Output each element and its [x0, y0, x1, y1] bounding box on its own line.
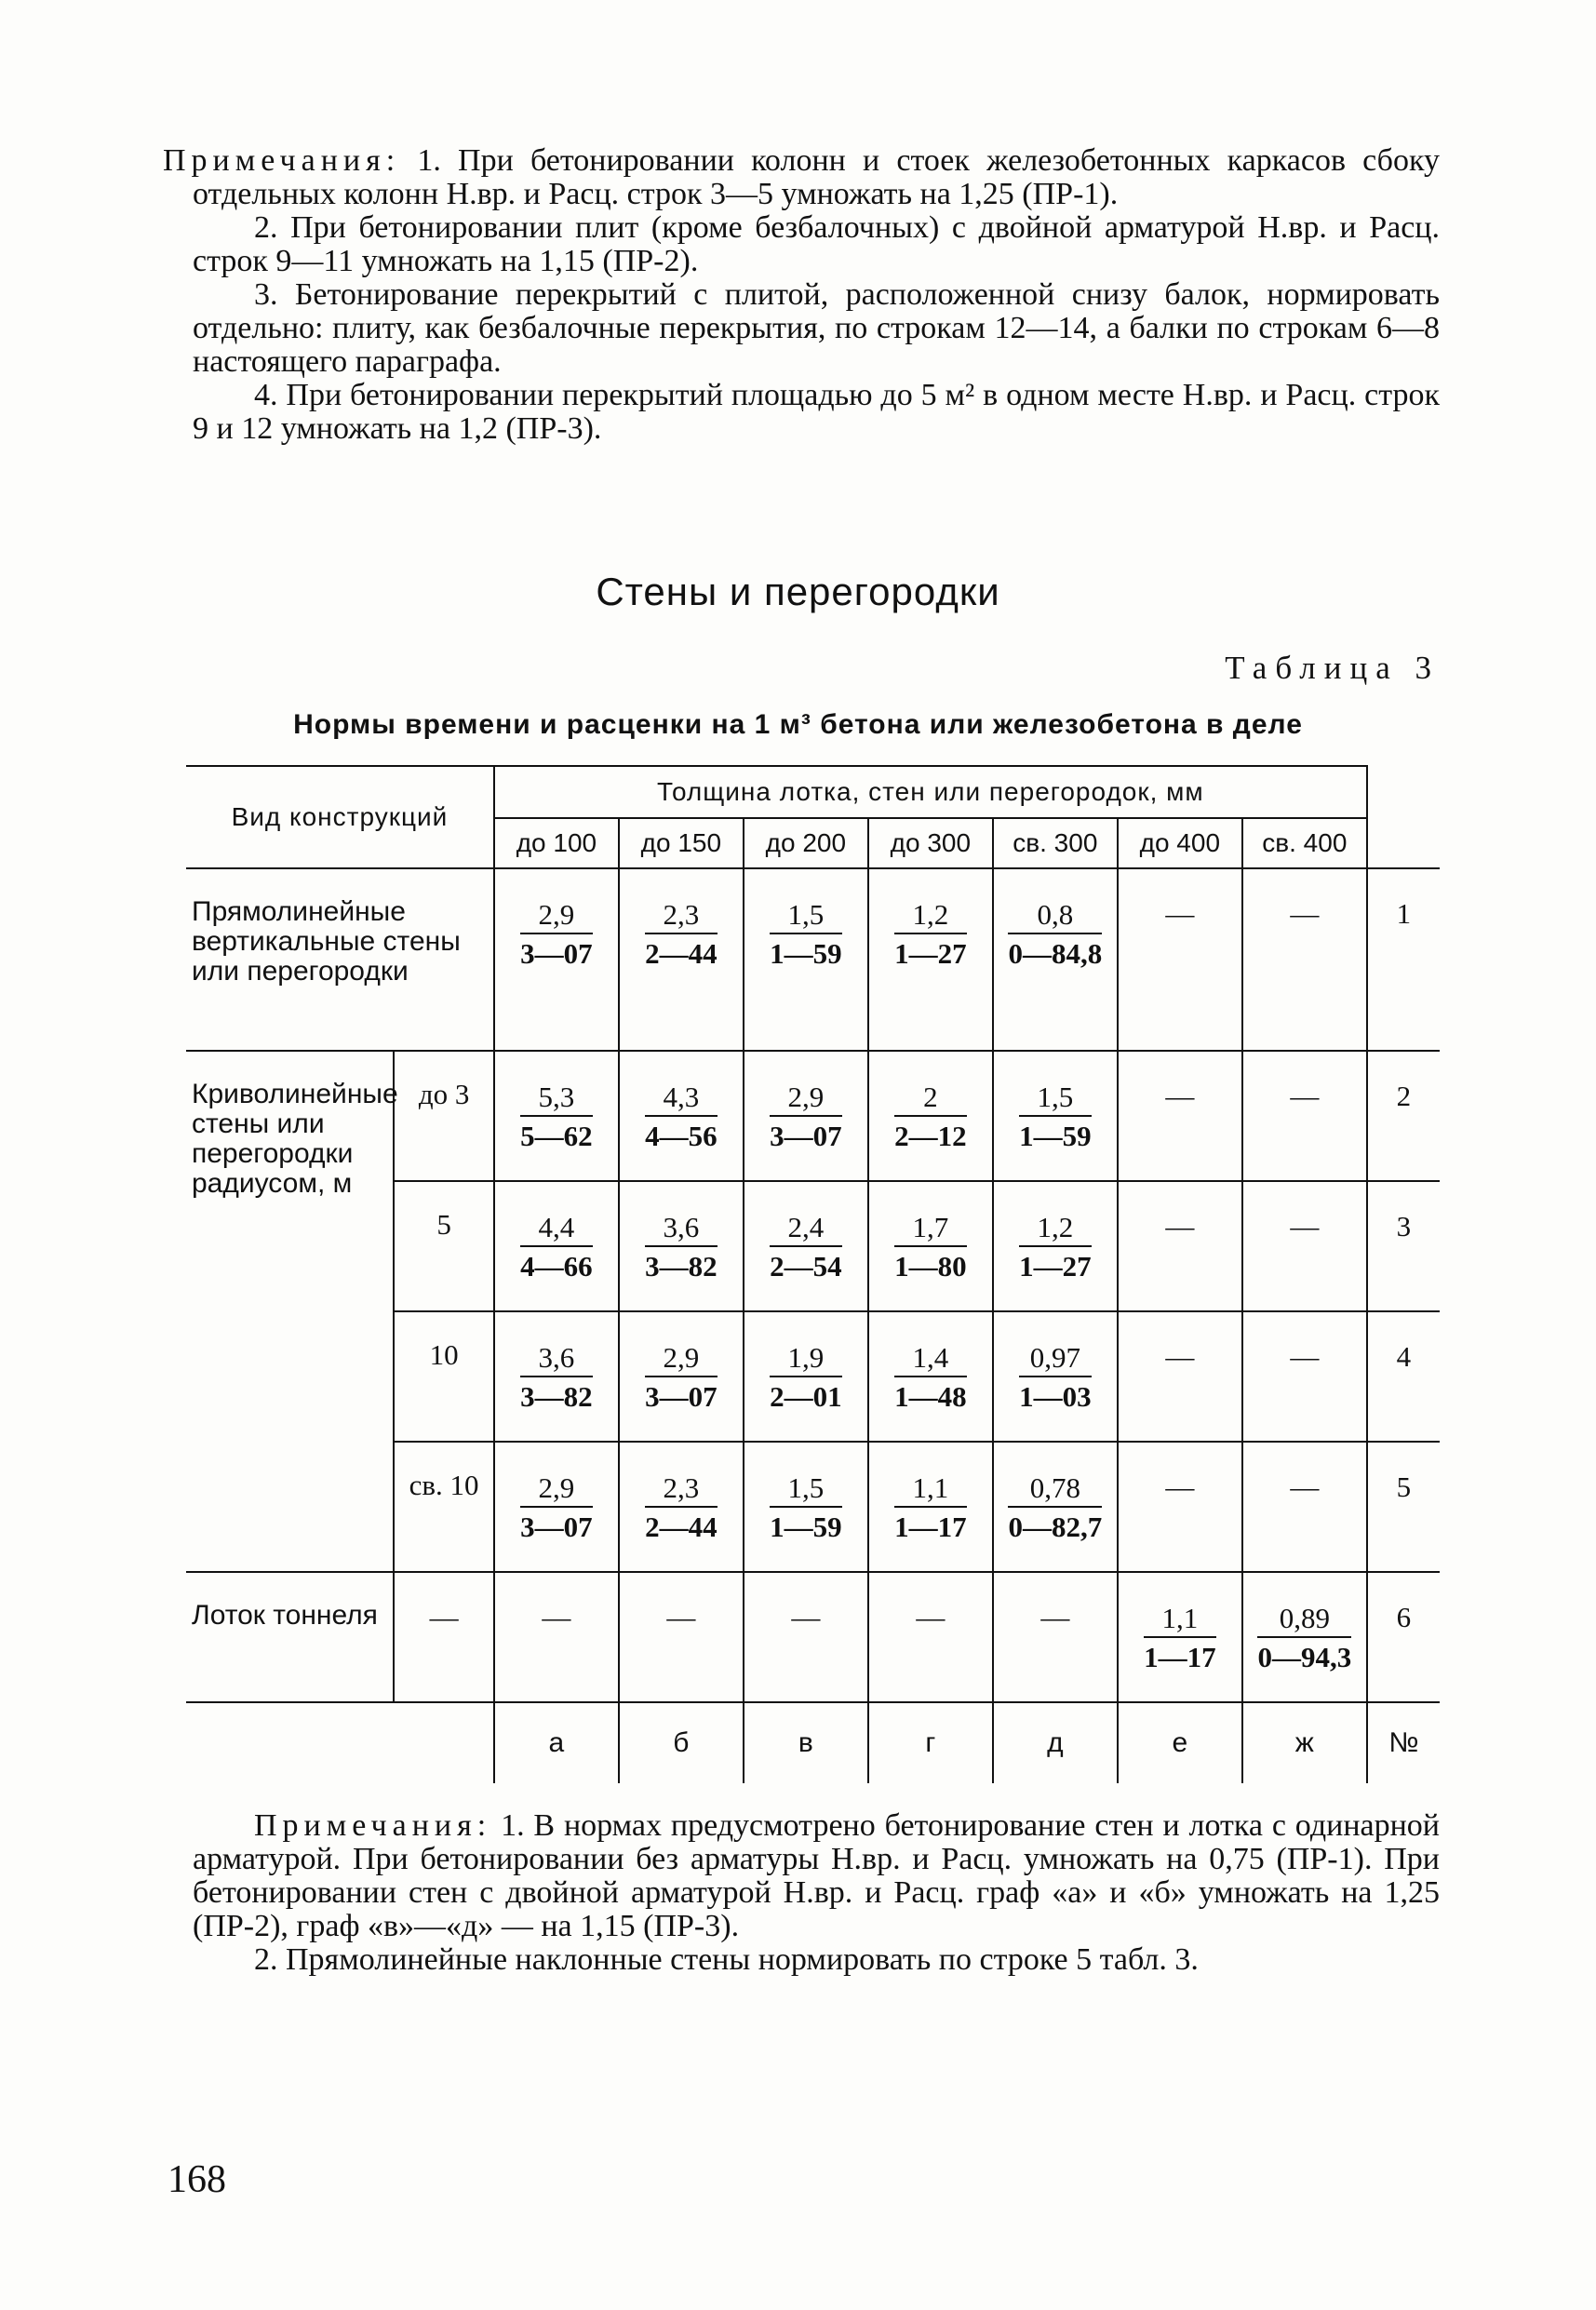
table-cell: $\frac{2,4}{2—54}$: [744, 1181, 868, 1311]
table-cell: —: [1118, 1181, 1242, 1311]
table-cell: $\frac{2,3}{2—44}$: [619, 868, 744, 1051]
table-cell: $\frac{5,3}{5—62}$: [494, 1051, 619, 1181]
table-cell: $\frac{4,3}{4—56}$: [619, 1051, 744, 1181]
notes-bottom: [193, 1809, 1440, 1977]
table-cell: $\frac{2,9}{3—07}$: [494, 868, 619, 1051]
column-letters-row: [186, 1702, 1440, 1783]
notes-label: Примечания:: [163, 143, 401, 178]
column-header: св. 300: [993, 818, 1118, 868]
table-cell: $\frac{1,5}{1—59}$: [744, 868, 868, 1051]
table-cell: —: [1242, 1442, 1367, 1572]
row-number: 3: [1367, 1181, 1440, 1311]
header-thickness: Толщина лотка, стен или перегородок, мм: [494, 766, 1367, 818]
note-text: 1. В нормах предусмотрено бетонирование стен и лотка с одинарной арматурой. При бетонировании без арматуры Н.вр. и Расц. умножать на 0,75 (ПР-1). При бетонировании стен с двойной арматурой Н.вр. и Расц. граф «а» и «б» умножать на 1,25 (ПР-2), граф «в»—«д» — на 1,15 (ПР-3).: [193, 1808, 1441, 1943]
note-bottom-2: 2. Прямолинейные наклонные стены нормировать по строке 5 табл. 3.: [254, 1942, 1199, 1977]
column-letter: б: [619, 1702, 744, 1783]
row-number: 2: [1367, 1051, 1440, 1181]
radius-cell: св. 10: [394, 1442, 494, 1572]
table-cell: —: [1118, 1051, 1242, 1181]
table-cell: $\frac{1,7}{1—80}$: [868, 1181, 993, 1311]
column-letter: а: [494, 1702, 619, 1783]
column-header: до 200: [744, 818, 868, 868]
table-cell: —: [1242, 1311, 1367, 1442]
column-header: св. 400: [1242, 818, 1367, 868]
table-cell: $\frac{2,9}{3—07}$: [494, 1442, 619, 1572]
table-row: [186, 1572, 1440, 1702]
table-cell: —: [1242, 1051, 1367, 1181]
table-cell: $\frac{1,5}{1—59}$: [744, 1442, 868, 1572]
table-cell: $\frac{1,5}{1—59}$: [993, 1051, 1118, 1181]
note-top-2: 2. При бетонировании плит (кроме безбалочных) с двойной арматурой Н.вр. и Расц. строк 9—11 умножать на 1,15 (ПР-2).: [193, 210, 1440, 278]
blank-cell: [186, 1702, 494, 1783]
norms-table: [186, 765, 1440, 1783]
radius-cell: 5: [394, 1181, 494, 1311]
table-cell: $\frac{2}{2—12}$: [868, 1051, 993, 1181]
column-letter: ж: [1242, 1702, 1367, 1783]
table-cell: —: [494, 1572, 619, 1702]
header-blank: [1367, 766, 1440, 868]
radius-cell: 10: [394, 1311, 494, 1442]
note-top-3: 3. Бетонирование перекрытий с плитой, расположенной снизу балок, нормировать отдельно: плиту, как безбалочные перекрытия, по строкам 12—14, а балки по строкам 6—8 настоящего параграфа.: [193, 277, 1440, 379]
column-header: до 150: [619, 818, 744, 868]
row-description: Криволинейные стены или перегородки радиусом, м: [186, 1051, 394, 1572]
table-cell: —: [1118, 868, 1242, 1051]
table-cell: $\frac{1,1}{1—17}$: [1118, 1572, 1242, 1702]
table-cell: $\frac{2,3}{2—44}$: [619, 1442, 744, 1572]
table-cell: $\frac{2,9}{3—07}$: [744, 1051, 868, 1181]
column-letter: в: [744, 1702, 868, 1783]
table-cell: —: [619, 1572, 744, 1702]
table-cell: —: [1242, 868, 1367, 1051]
table-cell: —: [1118, 1311, 1242, 1442]
table-cell: —: [1242, 1181, 1367, 1311]
note-bottom-1: [193, 1809, 1440, 1943]
row-number: 4: [1367, 1311, 1440, 1442]
page-number: 168: [168, 2158, 226, 2201]
table-cell: $\frac{0,8}{0—84,8}$: [993, 868, 1118, 1051]
table-cell: $\frac{0,78}{0—82,7}$: [993, 1442, 1118, 1572]
table-cell: $\frac{1,4}{1—48}$: [868, 1311, 993, 1442]
row-number: 6: [1367, 1572, 1440, 1702]
row-description: Лоток тоннеля: [186, 1572, 394, 1702]
section-title: Стены и перегородки: [596, 570, 1000, 613]
radius-cell: до 3: [394, 1051, 494, 1181]
table-cell: —: [1118, 1442, 1242, 1572]
column-header: до 300: [868, 818, 993, 868]
column-header: до 100: [494, 818, 619, 868]
column-letter: д: [993, 1702, 1118, 1783]
table-cell: $\frac{1,1}{1—17}$: [868, 1442, 993, 1572]
table-cell: $\frac{3,6}{3—82}$: [494, 1311, 619, 1442]
table-cell: $\frac{0,89}{0—94,3}$: [1242, 1572, 1367, 1702]
column-letter: е: [1118, 1702, 1242, 1783]
table-cell: —: [394, 1572, 494, 1702]
table-row: [186, 1051, 1440, 1181]
note-top-4: 4. При бетонировании перекрытий площадью до 5 м² в одном месте Н.вр. и Расц. строк 9 и 12 умножать на 1,2 (ПР-3).: [193, 378, 1440, 446]
table-cell: $\frac{1,2}{1—27}$: [993, 1181, 1118, 1311]
table-cell: —: [744, 1572, 868, 1702]
note-top-1: [163, 144, 1440, 211]
header-construction-type: Вид конструкций: [186, 766, 494, 868]
column-header: до 400: [1118, 818, 1242, 868]
notes-label: Примечания:: [254, 1808, 492, 1843]
table-cell: $\frac{1,9}{2—01}$: [744, 1311, 868, 1442]
table-cell: $\frac{1,2}{1—27}$: [868, 868, 993, 1051]
notes-top: [163, 143, 1441, 446]
note-text: 1. При бетонировании колонн и стоек железобетонных каркасов сбоку отдельных колонн Н.вр. и Расц. строк 3—5 умножать на 1,25 (ПР-1).: [193, 143, 1441, 211]
table-cell: —: [868, 1572, 993, 1702]
row-number: 5: [1367, 1442, 1440, 1572]
table-cell: —: [993, 1572, 1118, 1702]
table-label: Таблица 3: [1225, 650, 1440, 686]
table-cell: $\frac{4,4}{4—66}$: [494, 1181, 619, 1311]
table-row: [186, 868, 1440, 1051]
table-cell: $\frac{0,97}{1—03}$: [993, 1311, 1118, 1442]
table-caption: Нормы времени и расценки на 1 м³ бетона или железобетона в деле: [293, 709, 1303, 740]
table-cell: $\frac{2,9}{3—07}$: [619, 1311, 744, 1442]
column-letter: г: [868, 1702, 993, 1783]
column-letter: №: [1367, 1702, 1440, 1783]
table-cell: $\frac{3,6}{3—82}$: [619, 1181, 744, 1311]
row-number: 1: [1367, 868, 1440, 1051]
row-description: Прямолинейные вертикальные стены или перегородки: [186, 868, 494, 1051]
